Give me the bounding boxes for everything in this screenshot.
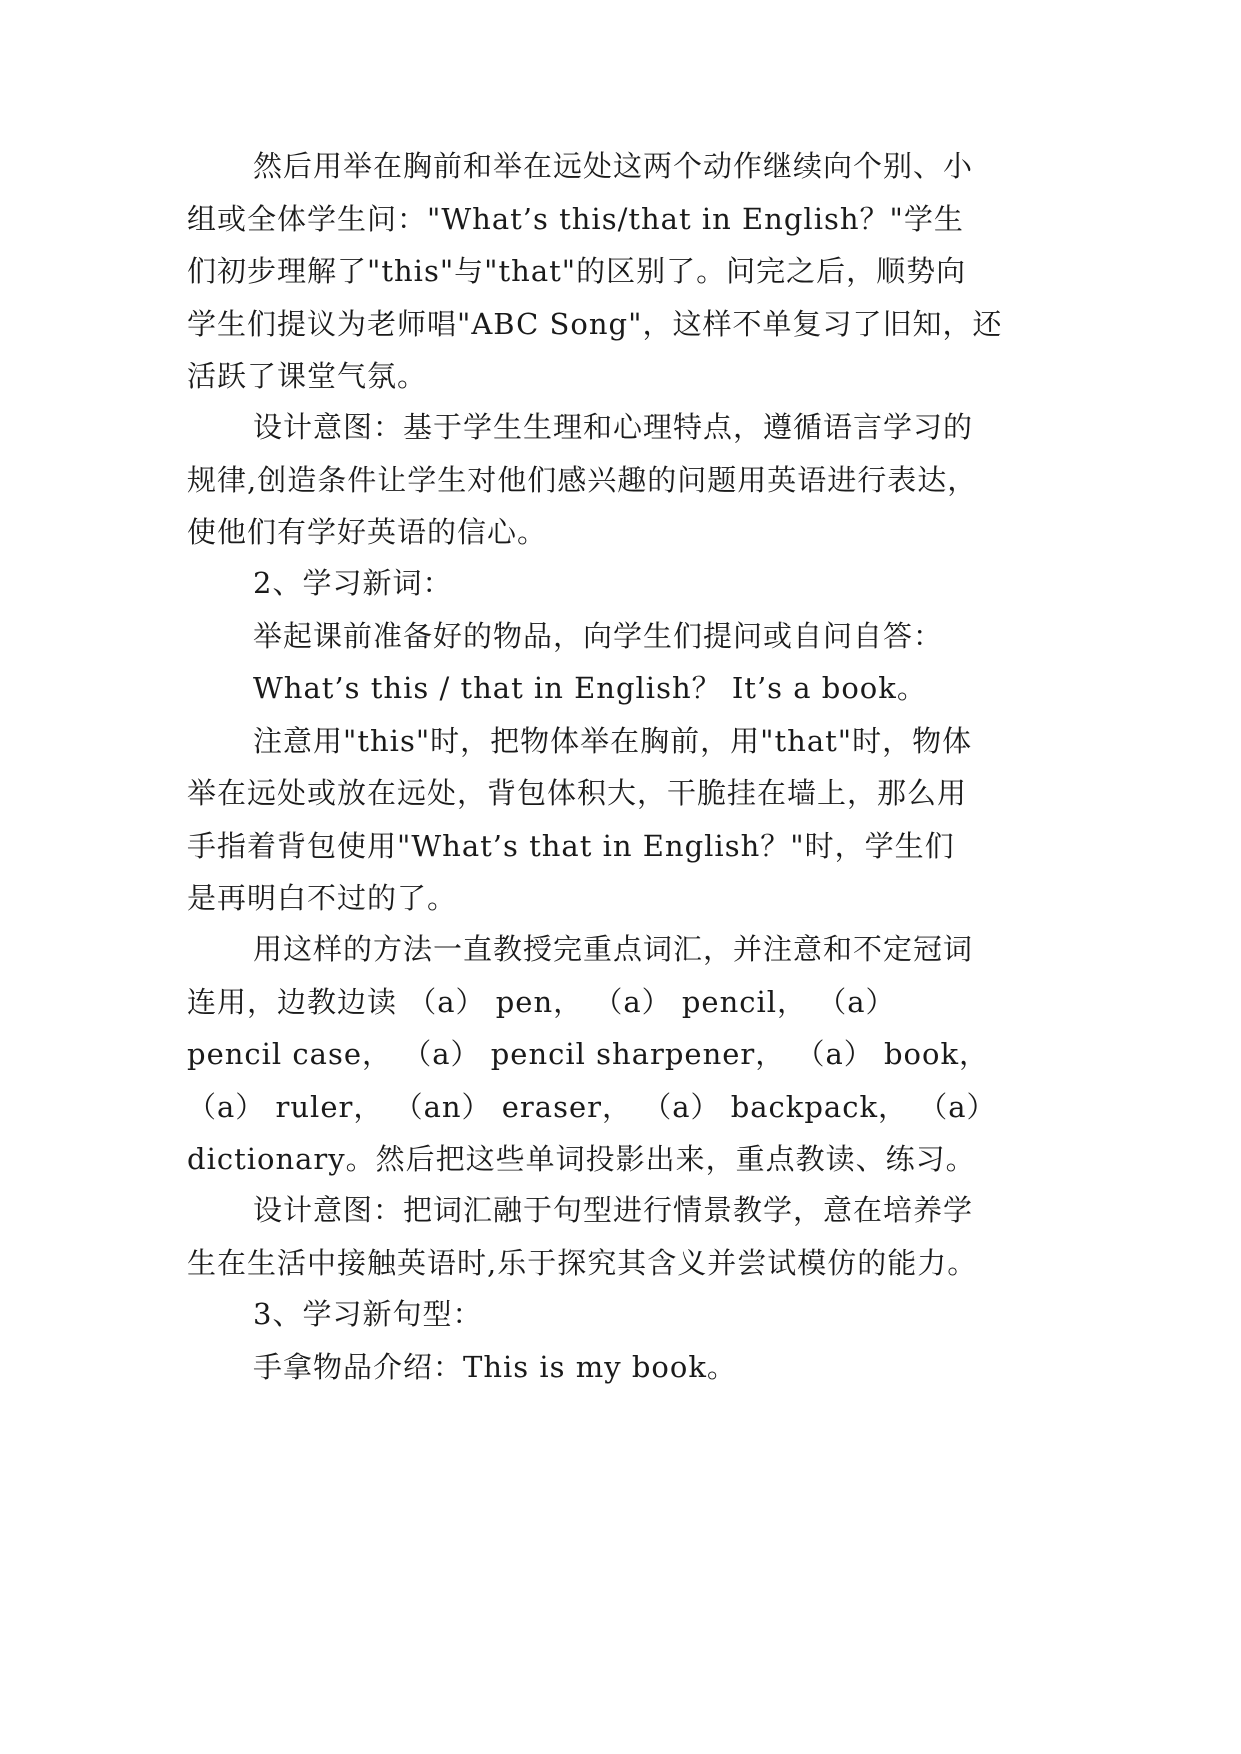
line-text: 2、学习新词：: [253, 566, 453, 600]
line-text: dictionary。然后把这些单词投影出来，重点教读、练习。: [187, 1142, 976, 1176]
line-text: 然后用举在胸前和举在远处这两个动作继续向个别、小: [253, 149, 974, 183]
paragraph-line: [0, 137, 1241, 195]
line-text: 3、学习新句型：: [253, 1297, 483, 1331]
paragraph-line: [0, 1130, 1241, 1188]
paragraph-line: [0, 712, 1241, 770]
paragraph-line: [0, 451, 1241, 509]
line-text: 规律,创造条件让学生对他们感兴趣的问题用英语进行表达，: [187, 463, 978, 497]
section-heading: [0, 1285, 1241, 1343]
line-text: 举起课前准备好的物品，向学生们提问或自问自答：: [253, 619, 944, 653]
line-text: 注意用"this"时，把物体举在胸前，用"that"时，物体: [253, 724, 973, 758]
paragraph-line: [0, 817, 1241, 875]
paragraph-line: [0, 1181, 1241, 1239]
paragraph-line: [0, 295, 1241, 353]
line-text: 生在生活中接触英语时,乐于探究其含义并尝试模仿的能力。: [187, 1246, 978, 1280]
line-text: 用这样的方法一直教授完重点词汇，并注意和不定冠词: [253, 932, 974, 966]
paragraph-line: [0, 1025, 1241, 1083]
line-text: 组或全体学生问："What’s this/that in English？"学生: [187, 202, 964, 236]
paragraph-line: [0, 242, 1241, 300]
example-sentence: [0, 659, 1241, 717]
paragraph-line: [0, 398, 1241, 456]
line-text: What’s this / that in English？ It’s a book。: [253, 671, 927, 705]
paragraph-line: [0, 503, 1241, 561]
line-text: pencil case， （a） pencil sharpener， （a） book，: [187, 1037, 990, 1071]
line-text: 是再明白不过的了。: [187, 881, 458, 915]
paragraph-line: [0, 607, 1241, 665]
paragraph-line: [0, 347, 1241, 405]
paragraph-line: [0, 1078, 1241, 1136]
line-text: 举在远处或放在远处，背包体积大，干脆挂在墙上，那么用: [187, 776, 968, 810]
line-text: 使他们有学好英语的信心。: [187, 515, 548, 549]
line-text: 设计意图：把词汇融于句型进行情景教学，意在培养学: [253, 1193, 974, 1227]
paragraph-line: [0, 973, 1241, 1031]
paragraph-line: [0, 1234, 1241, 1292]
paragraph-line: [0, 869, 1241, 927]
line-text: 活跃了课堂气氛。: [187, 359, 428, 393]
line-text: 设计意图：基于学生生理和心理特点，遵循语言学习的: [253, 410, 974, 444]
line-text: （a） ruler， （an） eraser， （a） backpack， （a）: [187, 1090, 997, 1124]
paragraph-line: [0, 920, 1241, 978]
line-text: 学生们提议为老师唱"ABC Song"，这样不单复习了旧知，还: [187, 307, 1003, 341]
line-text: 连用，边教边读 （a） pen， （a） pencil， （a）: [187, 985, 896, 1019]
line-text: 手拿物品介绍：This is my book。: [253, 1350, 737, 1384]
paragraph-line: [0, 1338, 1241, 1396]
line-text: 们初步理解了"this"与"that"的区别了。问完之后，顺势向: [187, 254, 967, 288]
line-text: 手指着背包使用"What’s that in English？"时，学生们: [187, 829, 955, 863]
section-heading: [0, 554, 1241, 612]
paragraph-line: [0, 190, 1241, 248]
paragraph-line: [0, 764, 1241, 822]
